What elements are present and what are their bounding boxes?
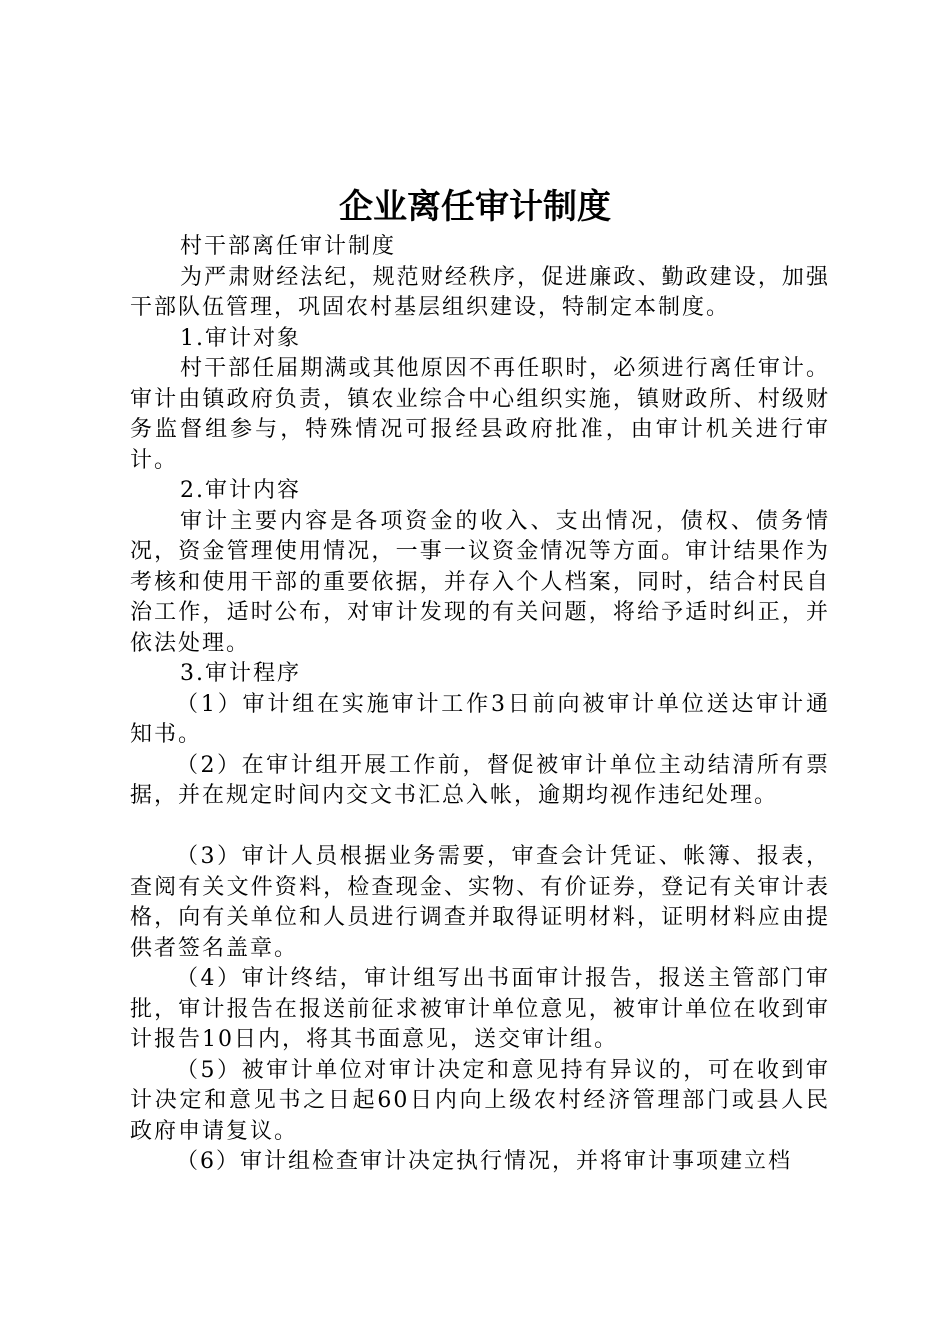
document-subtitle: 村干部离任审计制度 bbox=[180, 234, 397, 259]
section-1-paragraph: 村干部任届期满或其他原因不再任职时，必须进行离任审计。审计由镇政府负责，镇农业综合中心组织实施，镇财政所、村级财务监督组参与，特殊情况可报经县政府批准，由审计机关进行审计。 bbox=[130, 356, 830, 473]
procedure-item-1: （1）审计组在实施审计工作3日前向被审计单位送达审计通知书。 bbox=[130, 691, 830, 747]
procedure-item-6: （6）审计组检查审计决定执行情况，并将审计事项建立档 bbox=[176, 1149, 792, 1174]
procedure-item-3: （3）审计人员根据业务需要，审查会计凭证、帐簿、报表，查阅有关文件资料，检查现金、实物、有价证券，登记有关审计表格，向有关单位和人员进行调查并取得证明材料，证明材料应由提供者签名盖章。 bbox=[130, 844, 830, 961]
procedure-item-5: （5）被审计单位对审计决定和意见持有异议的，可在收到审计决定和意见书之日起60日内向上级农村经济管理部门或县人民政府申请复议。 bbox=[130, 1057, 830, 1144]
intro-paragraph: 为严肃财经法纪，规范财经秩序，促进廉政、勤政建设，加强干部队伍管理，巩固农村基层组织建设，特制定本制度。 bbox=[130, 264, 830, 320]
blank-line bbox=[130, 812, 830, 843]
section-3-heading: 3.审计程序 bbox=[180, 661, 301, 686]
procedure-item-4: （4）审计终结，审计组写出书面审计报告，报送主管部门审批，审计报告在报送前征求被审计单位意见，被审计单位在收到审计报告10日内，将其书面意见，送交审计组。 bbox=[130, 966, 830, 1052]
section-2-heading: 2.审计内容 bbox=[180, 478, 301, 503]
document-body bbox=[130, 232, 830, 1178]
section-1-heading: 1.审计对象 bbox=[180, 325, 301, 351]
section-2-paragraph: 审计主要内容是各项资金的收入、支出情况，债权、债务情况，资金管理使用情况，一事一议资金情况等方面。审计结果作为考核和使用干部的重要依据，并存入个人档案，同时，结合村民自治工作，适时公布，对审计发现的有关问题，将给予适时纠正，并依法处理。 bbox=[130, 508, 830, 656]
document-title: 企业离任审计制度 bbox=[339, 187, 611, 227]
procedure-item-2: （2）在审计组开展工作前，督促被审计单位主动结清所有票据，并在规定时间内交文书汇总入帐，逾期均视作违纪处理。 bbox=[130, 752, 830, 808]
